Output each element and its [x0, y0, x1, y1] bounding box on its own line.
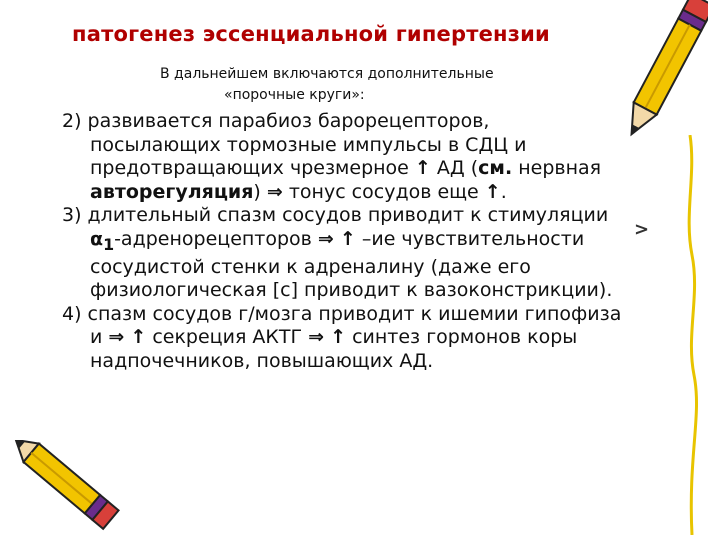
pencil-icon: [618, 0, 708, 150]
implies-symbol: ⇒: [108, 326, 125, 349]
list-item: [62, 303, 622, 374]
item-bold-text: авторегуляция: [90, 180, 254, 203]
list-item: [62, 204, 622, 303]
edge-mark: >: [634, 219, 650, 240]
subtitle-line-2: «порочные круги»:: [224, 87, 365, 103]
subtitle-line-1: В дальнейшем включаются дополнительные: [160, 66, 494, 82]
arrow-up-symbol: ↑: [339, 227, 356, 250]
arrow-up-symbol: ↑: [330, 326, 347, 349]
item-text: нервная: [512, 157, 602, 179]
item-text: АД (: [430, 157, 479, 179]
arrow-up-symbol: ↑: [484, 180, 501, 203]
item-text: тонус сосудов еще: [282, 180, 485, 203]
item-text: синтез гормонов коры надпочечников, повышающих АД.: [90, 326, 578, 372]
implies-symbol: ⇒: [317, 227, 334, 250]
implies-symbol: ⇒: [308, 326, 325, 349]
arrow-up-symbol: ↑: [130, 326, 147, 349]
arrow-up-symbol: ↑: [414, 157, 431, 179]
item-text: 2) развивается парабиоз барорецепторов, посылающих тормозные импульсы в СДЦ и предотвращающих чрезмерное: [62, 110, 527, 179]
item-text: –ие чувствительности сосудистой стенки к адреналину (даже его физиологическая [с] приводит к вазоконстрикции).: [90, 227, 613, 302]
item-text: -адренорецепторов: [114, 227, 318, 250]
slide-body: [62, 110, 622, 373]
item-text: секреция АКТГ: [146, 326, 309, 349]
item-text: ): [253, 180, 267, 203]
slide-title: патогенез эссенциальной гипертензии: [72, 22, 550, 46]
alpha-symbol: α: [90, 227, 104, 250]
slide-subtitle: [160, 64, 494, 106]
item-text: 3) длительный спазм сосудов приводит к стимуляции: [62, 204, 609, 226]
implies-symbol: ⇒: [266, 180, 283, 203]
wavy-border-line: [678, 135, 708, 535]
pencil-icon: [0, 440, 120, 540]
list-item: [62, 110, 622, 204]
item-text: .: [500, 180, 507, 203]
item-bold-text: см.: [478, 157, 513, 179]
item-text: 4) спазм сосудов г/мозга приводит к ишемии гипофиза и: [62, 302, 622, 349]
subscript-text: 1: [103, 234, 115, 254]
